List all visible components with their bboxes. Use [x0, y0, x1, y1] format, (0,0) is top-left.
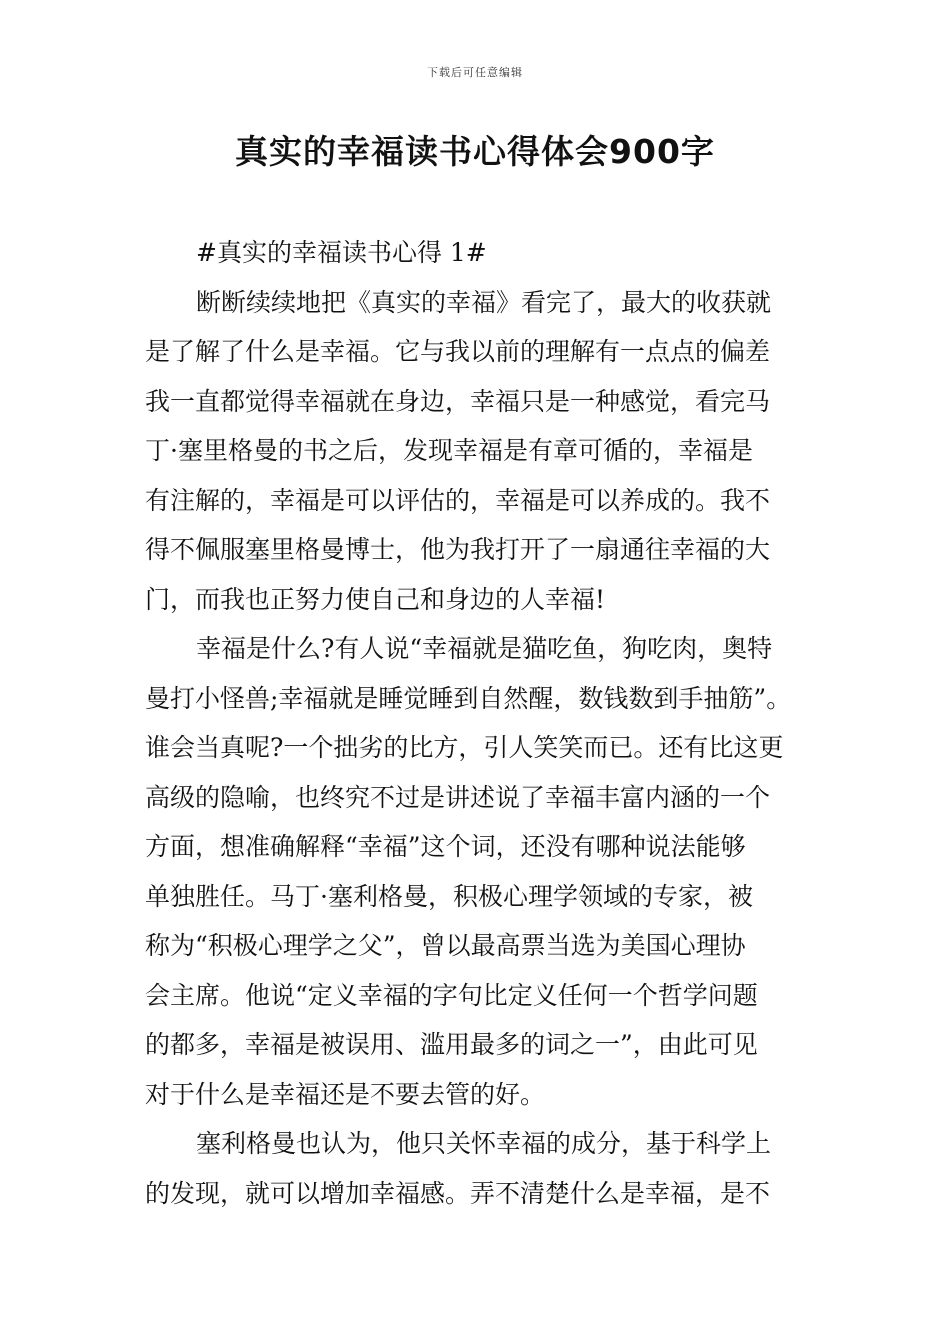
- text-line: 有注解的，幸福是可以评估的，幸福是可以养成的。我不: [145, 485, 771, 515]
- header-note: 下载后可任意编辑: [427, 66, 523, 79]
- text-line: 高级的隐喻，也终究不过是讲述说了幸福丰富内涵的一个: [145, 782, 771, 812]
- text-line: 是了解了什么是幸福。它与我以前的理解有一点点的偏差: [145, 337, 771, 366]
- text-line: #真实的幸福读书心得 1#: [196, 238, 487, 267]
- text-line: 得不佩服塞里格曼博士，他为我打开了一扇通往幸福的大: [145, 535, 771, 564]
- text-line: 谁会当真呢?一个拙劣的比方，引人笑笑而已。还有比这更: [145, 733, 784, 762]
- text-line: 门，而我也正努力使自己和身边的人幸福!: [145, 584, 606, 614]
- text-line: 的发现，就可以增加幸福感。弄不清楚什么是幸福，是不: [145, 1178, 771, 1208]
- text-line: 的都多，幸福是被误用、滥用最多的词之一”，由此可见: [145, 1030, 758, 1059]
- text-line: 断断续续地把《真实的幸福》看完了，最大的收获就: [196, 287, 772, 317]
- text-line: 我一直都觉得幸福就在身边，幸福只是一种感觉，看完马: [145, 386, 771, 416]
- document-title: 真实的幸福读书心得体会900字: [235, 132, 715, 171]
- text-line: 会主席。他说“定义幸福的字句比定义任何一个哲学问题: [145, 980, 758, 1010]
- text-line: 称为“积极心理学之父”，曾以最高票当选为美国心理协: [145, 931, 746, 960]
- text-line: 幸福是什么?有人说“幸福就是猫吃鱼，狗吃肉，奥特: [196, 634, 773, 663]
- text-line: 单独胜任。马丁·塞利格曼，积极心理学领域的专家，被: [145, 881, 753, 911]
- text-line: 塞利格曼也认为，他只关怀幸福的成分，基于科学上: [196, 1129, 772, 1158]
- text-line: 丁·塞里格曼的书之后，发现幸福是有章可循的，幸福是: [145, 436, 753, 465]
- text-line: 曼打小怪兽;幸福就是睡觉睡到自然醒，数钱数到手抽筋”。: [145, 683, 792, 713]
- document-body: [145, 228, 815, 1218]
- text-line: 方面，想准确解释“幸福”这个词，还没有哪种说法能够: [145, 832, 746, 861]
- text-line: 对于什么是幸福还是不要去管的好。: [145, 1079, 546, 1109]
